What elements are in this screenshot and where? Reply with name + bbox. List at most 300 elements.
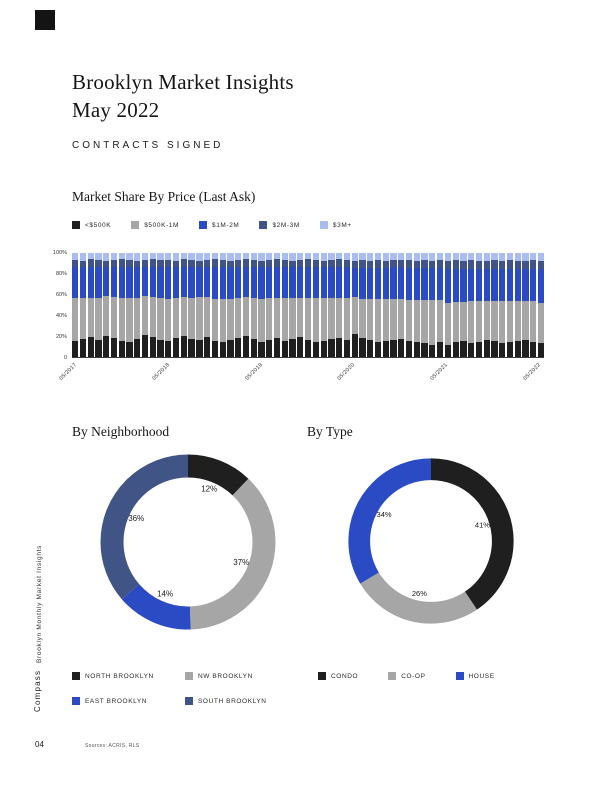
stacked-bar: [266, 253, 272, 357]
bar-segment-500k: [212, 341, 218, 357]
bar-segment-3m: [398, 253, 404, 260]
bar-segment-500k-1m: [119, 298, 125, 342]
bar-segment-3m: [414, 253, 420, 261]
bar-segment-1m-2m: [235, 267, 241, 298]
bar-segment-500k: [165, 341, 171, 357]
neighborhood-donut-chart: [98, 452, 278, 632]
bar-segment-500k: [289, 339, 295, 357]
bar-segment-1m-2m: [383, 268, 389, 299]
bar-segment-3m: [344, 253, 350, 260]
bar-segment-3m: [126, 253, 132, 260]
legend-label-east-brooklyn: EAST BROOKLYN: [85, 697, 148, 705]
legend-swatch-500k-1m: [131, 221, 139, 229]
bar-segment-500k: [235, 338, 241, 357]
bar-segment-500k-1m: [212, 299, 218, 342]
stacked-bar: [196, 253, 202, 357]
bar-segment-3m: [227, 253, 233, 261]
stacked-bar: [188, 253, 194, 357]
bar-segment-3m: [321, 253, 327, 261]
bar-segment-3m: [484, 253, 490, 261]
bar-segment-500k: [352, 334, 358, 357]
bar-segment-500k-1m: [103, 296, 109, 337]
stacked-bar: [157, 253, 163, 357]
stacked-bar: [476, 253, 482, 357]
bar-segment-1m-2m: [468, 269, 474, 301]
stacked-bar: [406, 253, 412, 357]
bar-segment-3m: [173, 253, 179, 261]
legend-item-north-brooklyn: [72, 672, 185, 680]
bar-segment-2m-3m: [150, 259, 156, 266]
bar-segment-2m-3m: [460, 261, 466, 268]
bar-segment-1m-2m: [421, 268, 427, 300]
bar-segment-1m-2m: [103, 267, 109, 296]
bar-segment-500k-1m: [328, 298, 334, 340]
bar-chart-plot-area: [72, 253, 544, 358]
bar-segment-3m: [80, 253, 86, 261]
x-tick-label: 05/2019: [244, 362, 264, 382]
bar-segment-3m: [530, 253, 536, 260]
bar-segment-1m-2m: [398, 267, 404, 299]
bar-segment-3m: [515, 253, 521, 261]
bar-segment-2m-3m: [499, 261, 505, 268]
page-number: 04: [35, 740, 44, 749]
bar-segment-500k: [313, 342, 319, 357]
stacked-bar: [530, 253, 536, 357]
bar-segment-3m: [390, 253, 396, 260]
bar-segment-500k-1m: [445, 303, 451, 345]
bar-segment-500k: [491, 341, 497, 357]
stacked-bar: [103, 253, 109, 357]
bar-segment-500k-1m: [111, 297, 117, 339]
bar-segment-1m-2m: [484, 269, 490, 301]
bar-segment-1m-2m: [212, 267, 218, 299]
bar-segment-2m-3m: [88, 259, 94, 266]
bar-segment-3m: [103, 253, 109, 261]
bar-segment-1m-2m: [266, 267, 272, 298]
stacked-bar: [150, 253, 156, 357]
legend-swatch-3m: [320, 221, 328, 229]
neighborhood-chart-title: By Neighborhood: [72, 424, 170, 439]
bar-segment-3m: [289, 253, 295, 261]
x-tick-label: 05/2018: [151, 362, 171, 382]
legend-item-south-brooklyn: [185, 697, 298, 705]
stacked-bar: [453, 253, 459, 357]
bar-segment-2m-3m: [359, 260, 365, 267]
stacked-bar: [134, 253, 140, 357]
bar-segment-1m-2m: [289, 267, 295, 298]
bar-segment-500k-1m: [421, 300, 427, 344]
bar-segment-1m-2m: [196, 267, 202, 297]
bar-segment-1m-2m: [243, 267, 249, 297]
bar-segment-1m-2m: [507, 269, 513, 301]
bar-segment-500k: [453, 342, 459, 357]
bar-segment-500k-1m: [530, 301, 536, 343]
bar-segment-500k: [119, 341, 125, 357]
bar-segment-500k-1m: [274, 298, 280, 339]
y-tick-label: 80%: [55, 271, 67, 277]
stacked-bar: [390, 253, 396, 357]
bar-segment-500k: [398, 339, 404, 357]
bar-segment-500k: [72, 341, 78, 357]
bar-segment-2m-3m: [538, 261, 544, 268]
legend-label-500k-1m: $500K-1M: [144, 221, 179, 229]
bar-segment-500k: [103, 336, 109, 357]
stacked-bar: [398, 253, 404, 357]
bar-segment-500k-1m: [336, 298, 342, 339]
stacked-bar: [274, 253, 280, 357]
bar-segment-500k: [421, 343, 427, 357]
bar-segment-500k-1m: [484, 301, 490, 341]
bar-chart-title: Market Share By Price (Last Ask): [72, 189, 256, 204]
bar-segment-500k: [188, 339, 194, 357]
bar-segment-3m: [282, 253, 288, 260]
bar-segment-3m: [460, 253, 466, 261]
stacked-bar: [289, 253, 295, 357]
y-tick-label: 60%: [55, 292, 67, 298]
report-subtitle: CONTRACTS SIGNED: [72, 140, 224, 151]
bar-segment-500k-1m: [126, 298, 132, 343]
bar-segment-500k: [336, 338, 342, 357]
stacked-bar: [359, 253, 365, 357]
bar-segment-500k: [460, 341, 466, 357]
bar-segment-500k-1m: [468, 301, 474, 344]
donut-percent-label-nw-brooklyn: 37%: [233, 557, 250, 567]
stacked-bar: [119, 253, 125, 357]
bar-segment-500k: [305, 340, 311, 357]
bar-segment-1m-2m: [220, 267, 226, 299]
bar-segment-500k: [88, 337, 94, 357]
brand-logo-square: [35, 10, 55, 30]
bar-segment-500k-1m: [204, 297, 210, 338]
bar-segment-1m-2m: [297, 267, 303, 298]
bar-segment-500k: [204, 337, 210, 357]
bar-segment-500k: [499, 343, 505, 357]
legend-label-nw-brooklyn: NW BROOKLYN: [198, 672, 253, 680]
bar-segment-3m: [437, 253, 443, 260]
stacked-bar: [220, 253, 226, 357]
stacked-bar: [414, 253, 420, 357]
bar-segment-3m: [188, 253, 194, 260]
legend-swatch-500k: [72, 221, 80, 229]
bar-segment-500k: [258, 342, 264, 357]
stacked-bar: [258, 253, 264, 357]
bar-segment-500k-1m: [367, 299, 373, 341]
bar-segment-1m-2m: [437, 268, 443, 300]
stacked-bar: [460, 253, 466, 357]
bar-segment-3m: [220, 253, 226, 260]
bar-segment-3m: [196, 253, 202, 261]
bar-segment-3m: [476, 253, 482, 261]
bar-segment-1m-2m: [429, 268, 435, 300]
bar-segment-500k-1m: [282, 298, 288, 342]
bar-segment-500k-1m: [460, 302, 466, 342]
stacked-bar: [499, 253, 505, 357]
neighborhood-legend: [72, 672, 298, 705]
bar-segment-500k-1m: [453, 302, 459, 343]
bar-segment-2m-3m: [375, 260, 381, 267]
bar-segment-1m-2m: [328, 267, 334, 298]
bar-segment-3m: [406, 253, 412, 260]
bar-segment-1m-2m: [445, 269, 451, 303]
bar-segment-500k-1m: [134, 298, 140, 340]
price-legend: [72, 221, 352, 229]
donut-percent-label-north-brooklyn: 12%: [201, 484, 218, 494]
bar-segment-500k-1m: [258, 299, 264, 343]
legend-item-co-op: [388, 672, 425, 680]
bar-segment-500k-1m: [491, 301, 497, 342]
stacked-bar: [429, 253, 435, 357]
legend-label-condo: CONDO: [331, 672, 359, 680]
stacked-bar: [142, 253, 148, 357]
bar-segment-500k-1m: [313, 298, 319, 343]
bar-segment-500k: [406, 341, 412, 357]
bar-segment-1m-2m: [258, 267, 264, 299]
bar-segment-500k: [80, 339, 86, 357]
bar-segment-1m-2m: [390, 267, 396, 299]
donut-percent-label-co-op: 26%: [411, 588, 427, 598]
stacked-bar: [344, 253, 350, 357]
stacked-bar: [336, 253, 342, 357]
stacked-bar: [80, 253, 86, 357]
bar-segment-2m-3m: [181, 259, 187, 266]
stacked-bar: [445, 253, 451, 357]
bar-segment-1m-2m: [274, 267, 280, 298]
legend-label-co-op: CO-OP: [401, 672, 426, 680]
bar-segment-2m-3m: [453, 260, 459, 268]
x-tick-label: 05/2022: [522, 362, 543, 382]
bar-segment-500k-1m: [88, 298, 94, 338]
bar-segment-1m-2m: [352, 268, 358, 297]
bar-segment-1m-2m: [204, 267, 210, 297]
bar-segment-1m-2m: [157, 267, 163, 298]
bar-segment-2m-3m: [484, 261, 490, 268]
bar-segment-500k-1m: [398, 299, 404, 340]
stacked-bar: [181, 253, 187, 357]
bar-segment-500k-1m: [80, 298, 86, 340]
x-tick-label: 05/2020: [336, 362, 357, 382]
bar-segment-500k-1m: [72, 298, 78, 342]
legend-item-500k-1m: [131, 221, 179, 229]
bar-segment-3m: [359, 253, 365, 260]
bar-segment-1m-2m: [453, 269, 459, 302]
bar-segment-3m: [266, 253, 272, 260]
bar-segment-1m-2m: [336, 267, 342, 298]
stacked-bar: [383, 253, 389, 357]
bar-segment-500k-1m: [142, 296, 148, 336]
bar-segment-500k: [344, 340, 350, 357]
bar-segment-1m-2m: [491, 269, 497, 301]
bar-segment-500k: [142, 335, 148, 357]
bar-segment-1m-2m: [406, 268, 412, 300]
bar-segment-500k: [375, 342, 381, 357]
bar-segment-1m-2m: [344, 267, 350, 298]
bar-segment-3m: [367, 253, 373, 261]
bar-segment-500k-1m: [95, 298, 101, 341]
bar-segment-500k: [468, 343, 474, 357]
stacked-bar: [328, 253, 334, 357]
bar-segment-1m-2m: [414, 268, 420, 300]
bar-segment-500k-1m: [390, 299, 396, 341]
bar-segment-500k-1m: [383, 299, 389, 342]
bar-segment-500k-1m: [181, 297, 187, 337]
bar-segment-1m-2m: [313, 267, 319, 298]
bar-segment-500k: [126, 342, 132, 357]
bar-segment-2m-3m: [530, 260, 536, 268]
stacked-bar: [484, 253, 490, 357]
bar-segment-500k-1m: [406, 300, 412, 342]
stacked-bar: [321, 253, 327, 357]
stacked-bar: [95, 253, 101, 357]
bar-segment-500k-1m: [266, 298, 272, 341]
bar-segment-1m-2m: [173, 267, 179, 298]
stacked-bar: [126, 253, 132, 357]
bar-segment-1m-2m: [515, 269, 521, 301]
bar-segment-3m: [165, 253, 171, 260]
stacked-bar: [297, 253, 303, 357]
legend-item-house: [456, 672, 495, 680]
bar-segment-1m-2m: [476, 269, 482, 301]
bar-segment-500k: [243, 336, 249, 357]
legend-label-south-brooklyn: SOUTH BROOKLYN: [198, 697, 267, 705]
legend-swatch-east-brooklyn: [72, 697, 80, 705]
bar-segment-2m-3m: [445, 261, 451, 268]
bar-segment-3m: [235, 253, 241, 260]
bar-segment-3m: [453, 253, 459, 260]
stacked-bar-chart: [52, 250, 544, 382]
bar-segment-2m-3m: [522, 261, 528, 268]
stacked-bar: [282, 253, 288, 357]
bar-segment-500k: [297, 337, 303, 357]
bar-segment-500k-1m: [515, 301, 521, 342]
bar-segment-500k: [220, 342, 226, 357]
bar-segment-3m: [468, 253, 474, 260]
legend-swatch-condo: [318, 672, 326, 680]
bar-segment-1m-2m: [359, 268, 365, 299]
brand-wordmark: Compass: [33, 669, 42, 712]
legend-item-2m-3m: [259, 221, 299, 229]
legend-item-500k: [72, 221, 111, 229]
bar-segment-500k: [321, 341, 327, 357]
bar-segment-1m-2m: [321, 267, 327, 298]
legend-swatch-south-brooklyn: [185, 697, 193, 705]
donut-percent-label-condo: 41%: [474, 520, 491, 530]
stacked-bar: [111, 253, 117, 357]
stacked-bar: [437, 253, 443, 357]
bar-segment-500k: [328, 339, 334, 357]
stacked-bar: [72, 253, 78, 357]
stacked-bar: [421, 253, 427, 357]
bar-segment-2m-3m: [491, 260, 497, 268]
x-tick-label: 05/2021: [429, 362, 450, 382]
bar-segment-1m-2m: [530, 269, 536, 301]
bar-segment-1m-2m: [150, 267, 156, 297]
stacked-bar: [352, 253, 358, 357]
type-donut-chart: [346, 456, 516, 626]
bar-segment-500k: [507, 342, 513, 357]
bar-segment-3m: [258, 253, 264, 261]
stacked-bar: [375, 253, 381, 357]
bar-segment-3m: [72, 253, 78, 260]
bar-segment-500k-1m: [173, 298, 179, 339]
legend-label-north-brooklyn: NORTH BROOKLYN: [85, 672, 154, 680]
bar-segment-500k: [196, 340, 202, 357]
sources-note: Sources: ACRIS, RLS: [85, 743, 140, 749]
bar-segment-500k-1m: [414, 300, 420, 343]
bar-segment-3m: [429, 253, 435, 261]
bar-segment-2m-3m: [274, 259, 280, 266]
bar-segment-1m-2m: [522, 269, 528, 301]
stacked-bar: [538, 253, 544, 357]
donut-percent-label-east-brooklyn: 14%: [157, 589, 174, 599]
bar-segment-1m-2m: [119, 267, 125, 298]
bar-segment-2m-3m: [476, 261, 482, 268]
bar-segment-1m-2m: [72, 267, 78, 298]
bar-segment-1m-2m: [460, 269, 466, 302]
bar-segment-500k-1m: [227, 299, 233, 341]
bar-segment-3m: [383, 253, 389, 261]
stacked-bar: [165, 253, 171, 357]
bar-segment-500k-1m: [359, 299, 365, 339]
bar-segment-500k: [173, 338, 179, 357]
bar-segment-500k: [150, 337, 156, 357]
bar-segment-500k-1m: [429, 300, 435, 345]
bar-segment-500k: [227, 340, 233, 357]
legend-item-3m: [320, 221, 352, 229]
stacked-bar: [468, 253, 474, 357]
bar-segment-500k-1m: [305, 298, 311, 341]
bar-segment-500k: [367, 340, 373, 357]
bar-segment-500k: [134, 339, 140, 357]
bar-segment-3m: [313, 253, 319, 260]
legend-swatch-co-op: [388, 672, 396, 680]
y-tick-label: 20%: [55, 334, 67, 340]
bar-segment-500k-1m: [251, 298, 257, 340]
bar-segment-1m-2m: [111, 267, 117, 297]
y-tick-label: 40%: [55, 313, 67, 319]
legend-swatch-1m-2m: [199, 221, 207, 229]
legend-label-1m-2m: $1M-2M: [212, 221, 240, 229]
bar-segment-500k: [530, 342, 536, 357]
bar-segment-500k: [383, 341, 389, 357]
bar-segment-3m: [95, 253, 101, 260]
bar-segment-2m-3m: [406, 260, 412, 267]
bar-segment-500k-1m: [235, 298, 241, 339]
bar-segment-500k: [476, 342, 482, 357]
bar-segment-3m: [499, 253, 505, 261]
bar-segment-1m-2m: [134, 267, 140, 298]
bar-segment-500k: [437, 342, 443, 357]
donut-percent-label-house: 34%: [376, 509, 392, 519]
legend-label-3m: $3M+: [332, 221, 352, 229]
stacked-bar: [515, 253, 521, 357]
bar-segment-1m-2m: [142, 267, 148, 296]
legend-label-house: HOUSE: [468, 672, 495, 680]
stacked-bar: [243, 253, 249, 357]
stacked-bar: [367, 253, 373, 357]
bar-segment-500k: [445, 345, 451, 357]
legend-label-500k: <$500K: [85, 221, 112, 229]
stacked-bar: [305, 253, 311, 357]
bar-segment-2m-3m: [468, 260, 474, 268]
stacked-bar: [204, 253, 210, 357]
bar-segment-500k: [429, 345, 435, 357]
bar-segment-2m-3m: [212, 259, 218, 266]
bar-segment-3m: [491, 253, 497, 260]
stacked-bar: [251, 253, 257, 357]
bar-segment-3m: [507, 253, 513, 260]
bar-segment-500k: [515, 341, 521, 357]
bar-segment-1m-2m: [181, 267, 187, 297]
